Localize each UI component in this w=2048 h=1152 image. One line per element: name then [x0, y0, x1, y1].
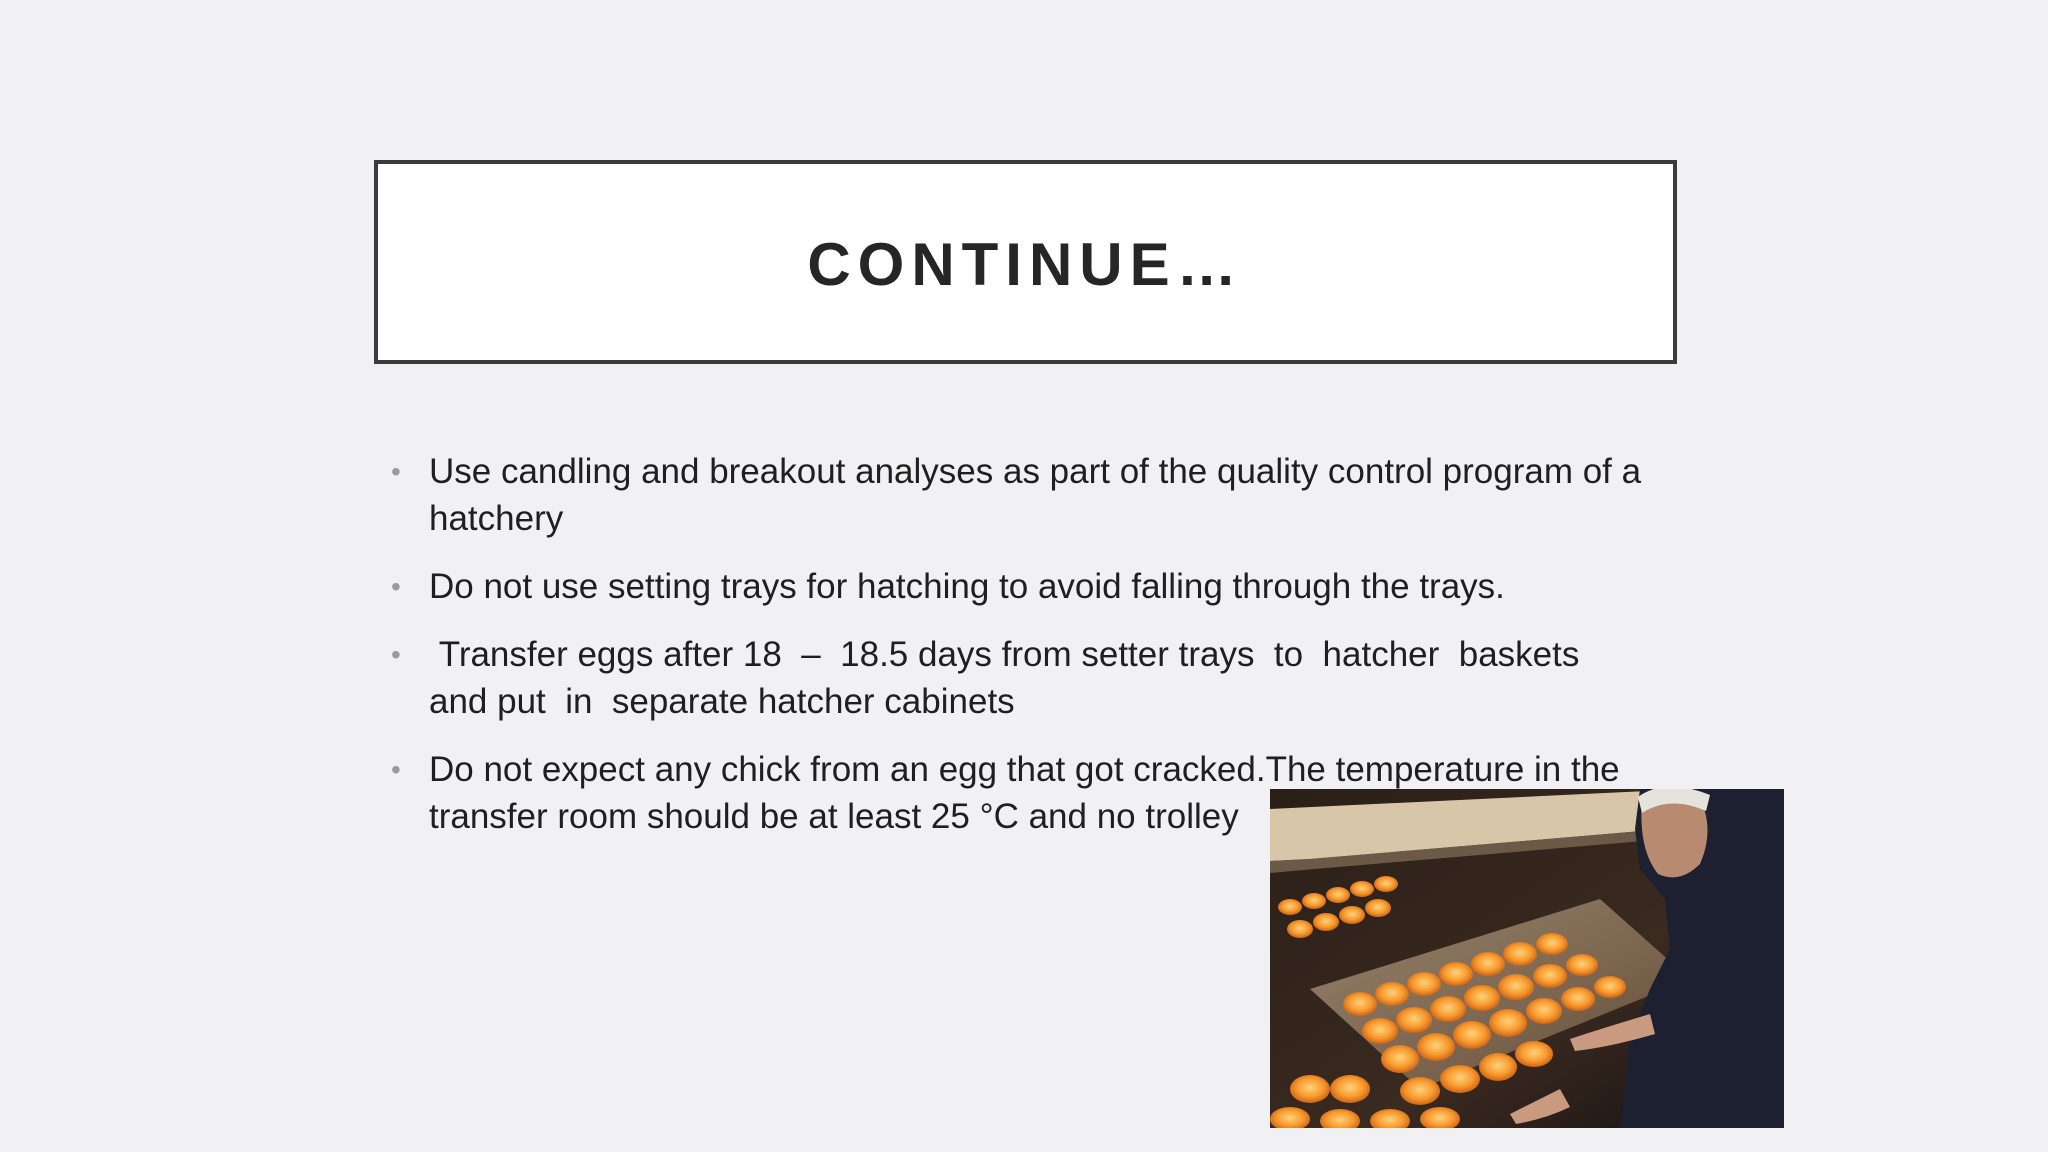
bullet-item: [387, 631, 1655, 725]
bullet-item: [387, 563, 1655, 610]
bullet-text: Do not expect any chick from an egg that got cracked.The temperature in the transfer room should be at least 25 °C and no trolley: [429, 750, 1620, 836]
bullet-text: Transfer eggs after 18 – 18.5 days from setter trays to hatcher baskets and put in separate hatcher cabinets: [429, 635, 1599, 721]
bullet-dot-icon: •: [391, 754, 401, 785]
bullet-text: Do not use setting trays for hatching to avoid falling through the trays.: [429, 567, 1505, 606]
bullet-text: Use candling and breakout analyses as part of the quality control program of a hatchery: [429, 452, 1642, 538]
bullet-dot-icon: •: [391, 456, 401, 487]
bullet-dot-icon: •: [391, 571, 401, 602]
bullet-item: [387, 448, 1655, 542]
egg-candling-photo: [1270, 789, 1784, 1128]
egg-candling-illustration: [1270, 789, 1784, 1128]
bullet-dot-icon: •: [391, 639, 401, 670]
title-box: [374, 160, 1677, 364]
slide-title: CONTINUE…: [807, 230, 1244, 298]
